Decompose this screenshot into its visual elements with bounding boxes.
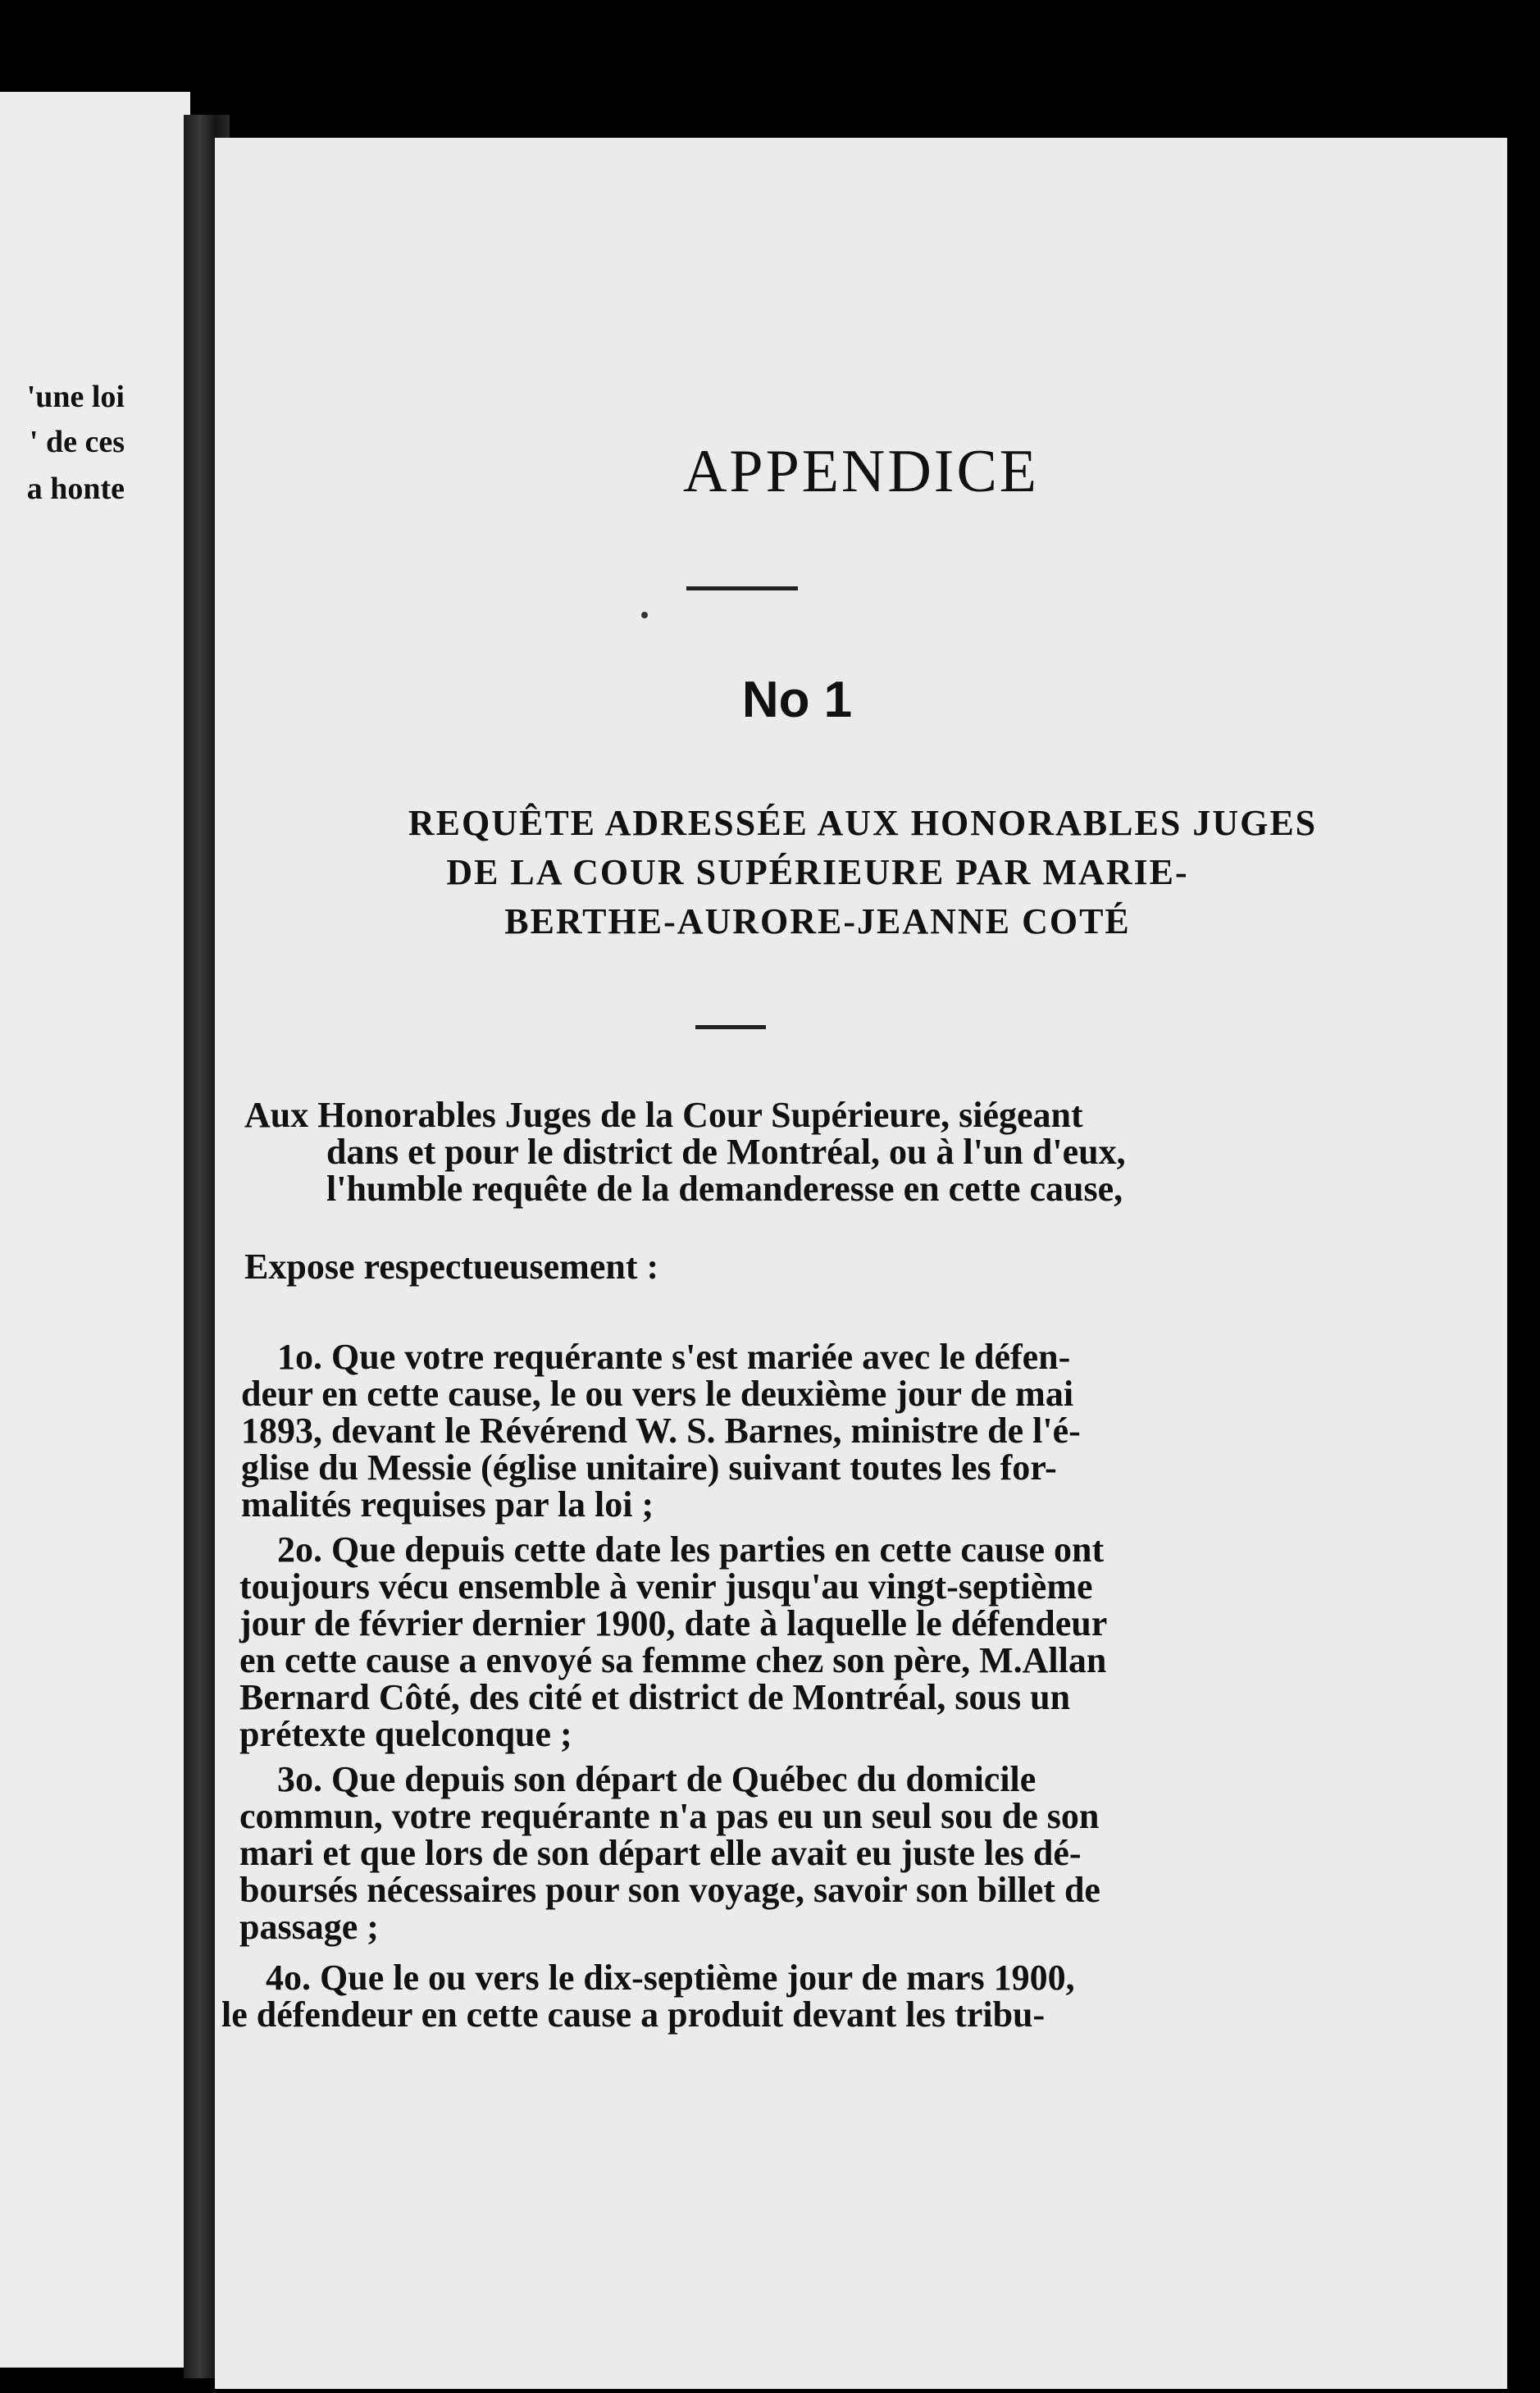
body-line: l'humble requête de la demanderesse en cette cause,	[326, 1169, 1123, 1209]
body-line: prétexte quelconque ;	[239, 1714, 572, 1754]
body-line: le défendeur en cette cause a produit devant les tribu-	[221, 1994, 1046, 2035]
right-page	[215, 138, 1507, 2389]
body-line: Expose respectueusement :	[244, 1247, 659, 1287]
left-page-line: a honte	[26, 472, 125, 506]
body-line: en cette cause a envoyé sa femme chez son père, M.Allan	[239, 1640, 1107, 1680]
divider-rule	[686, 586, 798, 590]
divider-rule	[695, 1025, 766, 1029]
body-line: malités requises par la loi ;	[241, 1484, 654, 1525]
body-line: jour de février dernier 1900, date à laquelle le défendeur	[239, 1603, 1108, 1643]
body-line: 1893, devant le Révérend W. S. Barnes, ministre de l'é-	[241, 1411, 1081, 1451]
section-heading-line: DE LA COUR SUPÉRIEURE PAR MARIE-	[446, 852, 1189, 892]
speck	[641, 612, 648, 618]
left-page-line: ' de ces	[29, 425, 125, 459]
page-title: APPENDICE	[682, 438, 1040, 505]
body-line: 1o. Que votre requérante s'est mariée avec le défen-	[277, 1337, 1071, 1377]
body-line: 4o. Que le ou vers le dix-septième jour de mars 1900,	[266, 1958, 1075, 1998]
left-page-fragment	[0, 92, 190, 2368]
body-line: mari et que lors de son départ elle avait eu juste les dé-	[239, 1833, 1082, 1873]
body-line: deur en cette cause, le ou vers le deuxième jour de mai	[241, 1374, 1074, 1414]
appendix-number: No 1	[741, 672, 853, 728]
body-line: Aux Honorables Juges de la Cour Supérieure, siégeant	[244, 1095, 1083, 1135]
body-line: glise du Messie (église unitaire) suivant toutes les for-	[241, 1447, 1057, 1488]
body-line: boursés nécessaires pour son voyage, savoir son billet de	[239, 1870, 1100, 1910]
body-line: 2o. Que depuis cette date les parties en cette cause ont	[277, 1529, 1105, 1570]
body-line: dans et pour le district de Montréal, ou à l'un d'eux,	[326, 1132, 1126, 1172]
body-line: toujours vécu ensemble à venir jusqu'au vingt-septième	[239, 1566, 1093, 1607]
body-line: commun, votre requérante n'a pas eu un seul sou de son	[239, 1796, 1100, 1836]
section-heading-line: REQUÊTE ADRESSÉE AUX HONORABLES JUGES	[408, 803, 1318, 843]
left-page-line: 'une loi	[26, 380, 125, 414]
body-line: 3o. Que depuis son départ de Québec du domicile	[277, 1759, 1037, 1799]
section-heading-line: BERTHE-AURORE-JEANNE COTÉ	[504, 901, 1131, 941]
body-line: Bernard Côté, des cité et district de Montréal, sous un	[239, 1677, 1071, 1717]
body-line: passage ;	[239, 1907, 379, 1947]
